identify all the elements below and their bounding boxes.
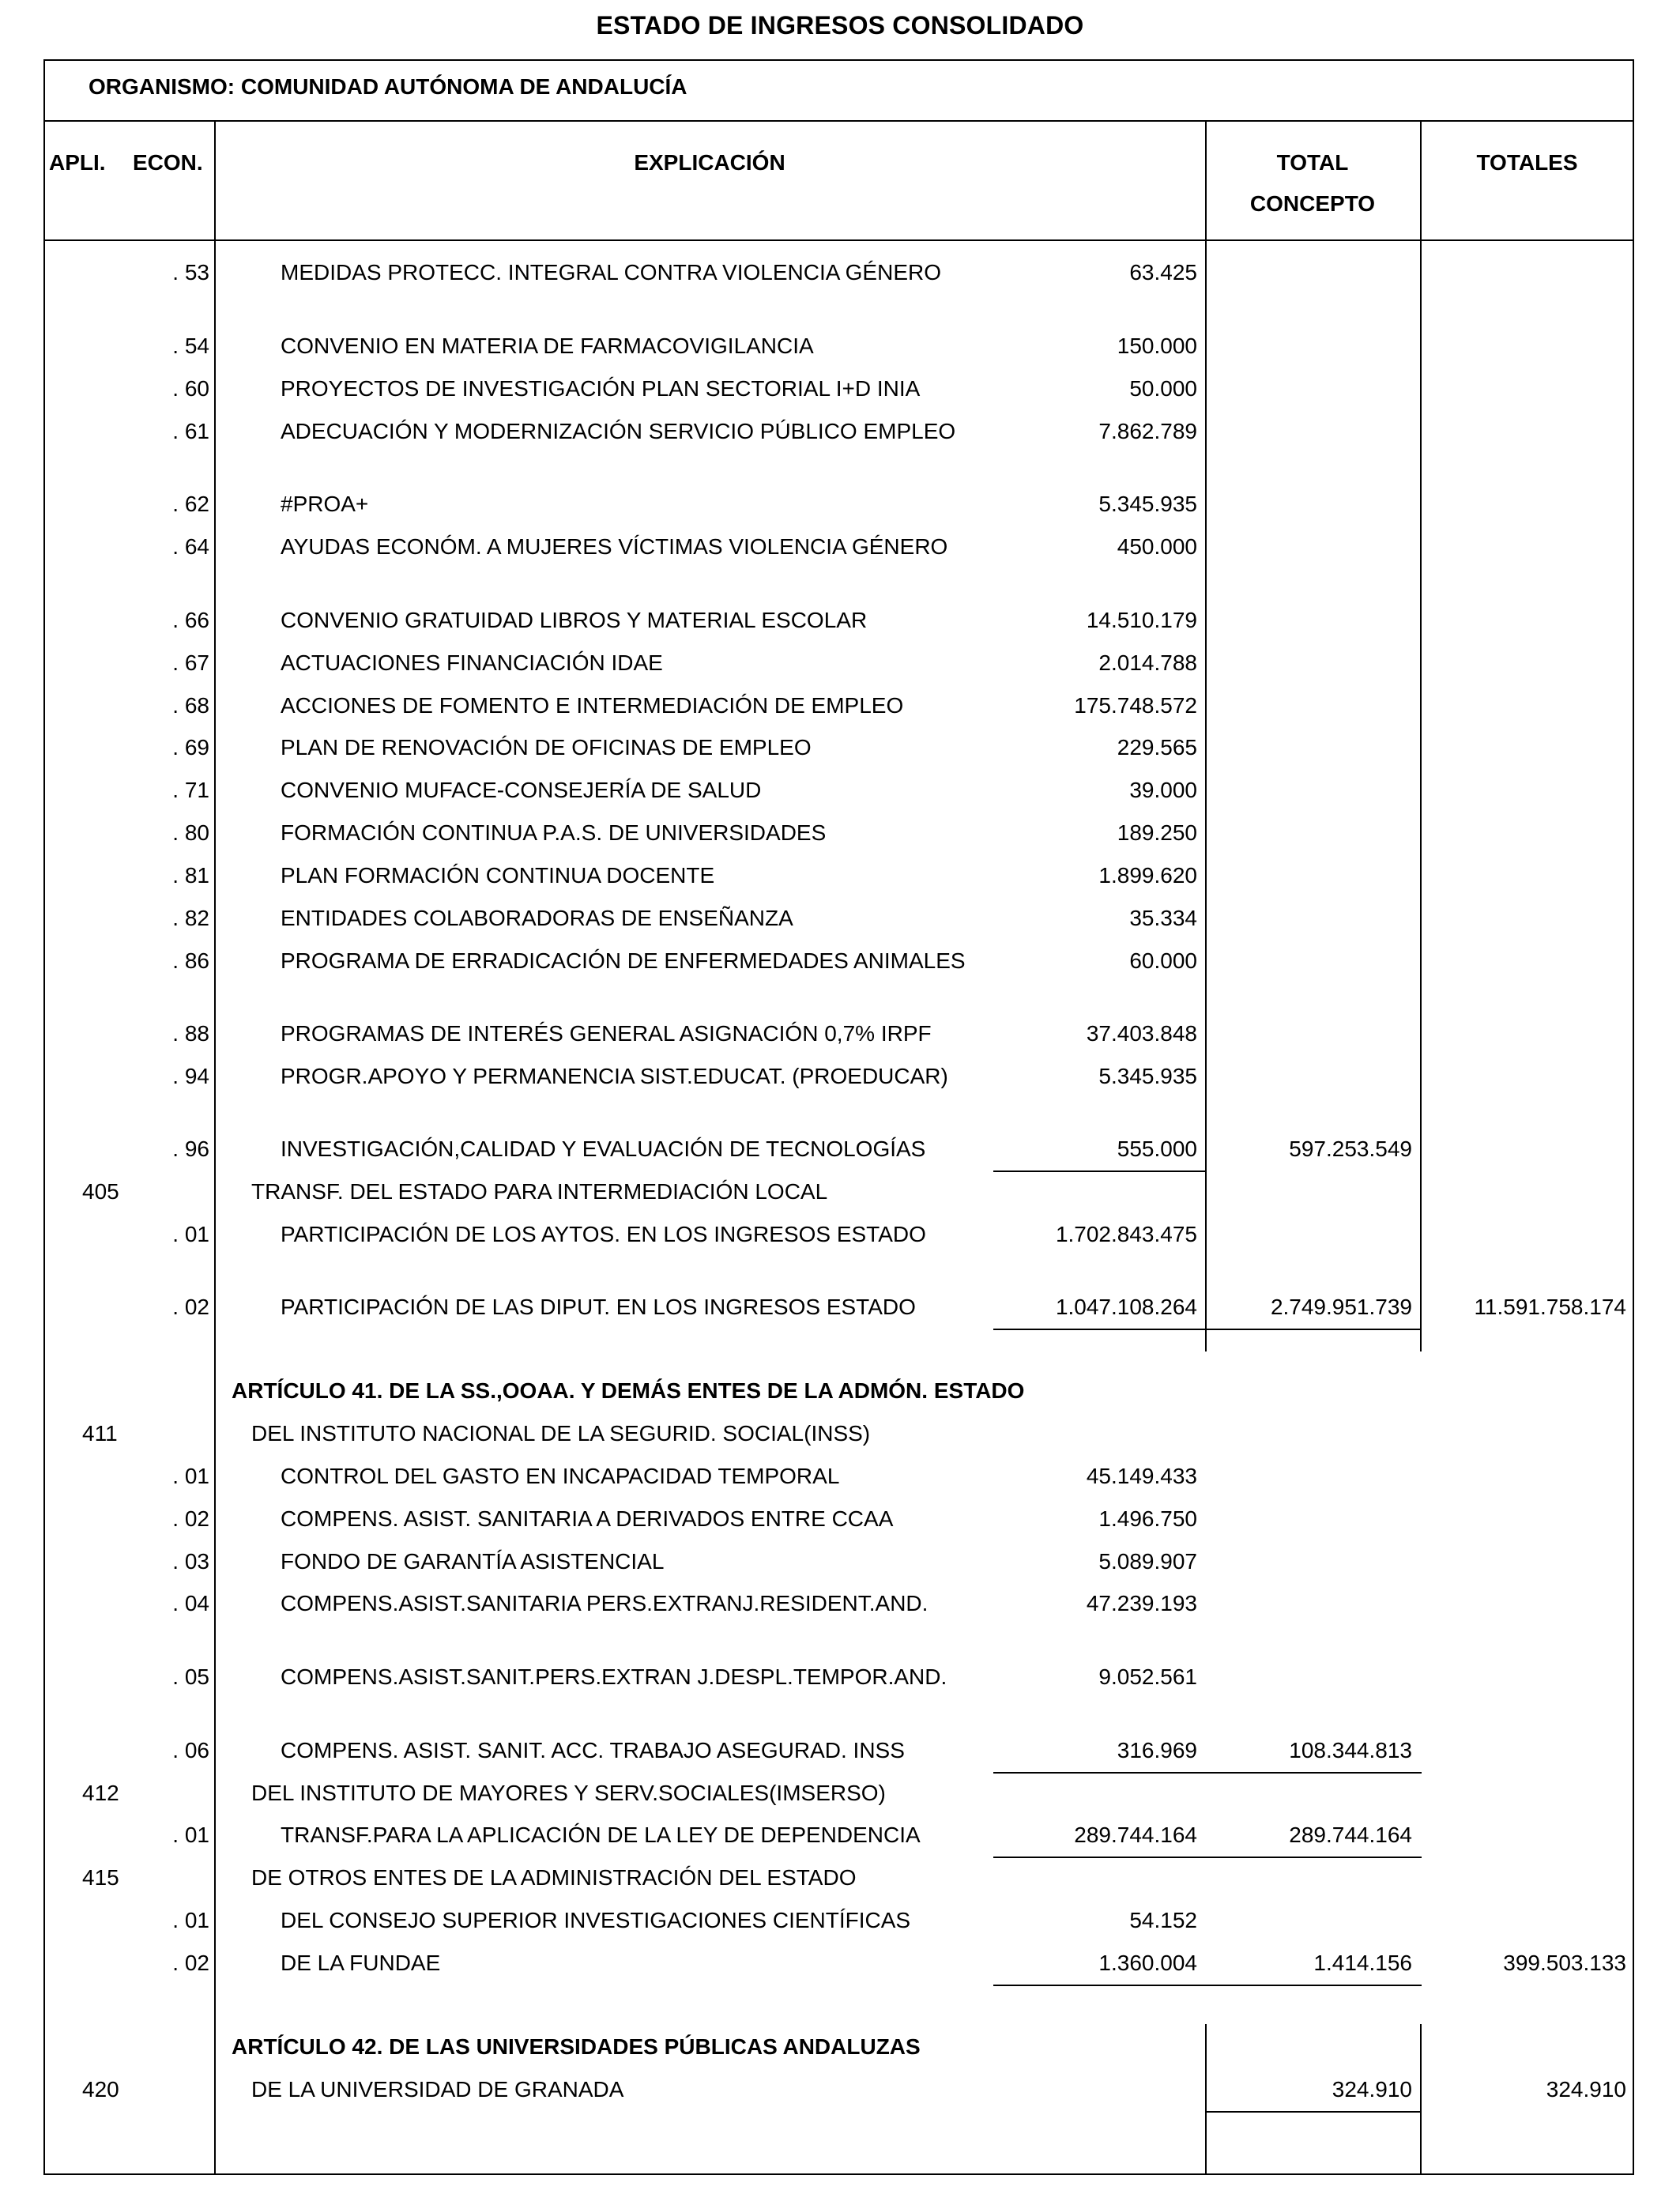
row-amount: 289.744.164	[1074, 1823, 1197, 1847]
row-description: ADECUACIÓN Y MODERNIZACIÓN SERVICIO PÚBLICO EMPLEO	[281, 419, 956, 443]
econ-code: . 81	[172, 863, 209, 888]
total-concepto-value: 2.749.951.739	[1270, 1295, 1412, 1319]
row-amount: 54.152	[1129, 1908, 1197, 1932]
row-description: ACTUACIONES FINANCIACIÓN IDAE	[281, 650, 663, 675]
row-amount: 45.149.433	[1086, 1464, 1197, 1488]
econ-code: . 53	[172, 260, 209, 285]
row-amount: 39.000	[1129, 778, 1197, 802]
row-amount: 1.360.004	[1098, 1951, 1197, 1975]
row-description: CONVENIO GRATUIDAD LIBROS Y MATERIAL ESCOLAR	[281, 608, 868, 632]
subtotal-rule	[993, 1171, 1205, 1172]
econ-code: . 68	[172, 693, 209, 718]
econ-code: . 62	[172, 492, 209, 516]
concepto-total-rule	[1205, 1985, 1422, 1986]
row-description: PARTICIPACIÓN DE LOS AYTOS. EN LOS INGRESOS ESTADO	[281, 1222, 926, 1246]
row-amount: 229.565	[1117, 735, 1197, 760]
header-bottom-rule	[43, 239, 1634, 241]
totales-value: 324.910	[1546, 2077, 1626, 2102]
article-heading: ARTÍCULO 42. DE LAS UNIVERSIDADES PÚBLICAS ANDALUZAS	[232, 2034, 921, 2059]
concepto-total-rule	[1205, 1329, 1422, 1330]
row-amount: 5.345.935	[1098, 1064, 1197, 1088]
col-sep-concepto-top	[1420, 120, 1422, 1351]
econ-code: . 01	[172, 1908, 209, 1932]
row-description: TRANSF.PARA LA APLICACIÓN DE LA LEY DE DEPENDENCIA	[281, 1823, 921, 1847]
row-amount: 14.510.179	[1086, 608, 1197, 632]
row-description: PARTICIPACIÓN DE LAS DIPUT. EN LOS INGRESOS ESTADO	[281, 1295, 916, 1319]
econ-code: . 94	[172, 1064, 209, 1088]
row-amount: 316.969	[1117, 1738, 1197, 1762]
row-amount: 1.496.750	[1098, 1506, 1197, 1531]
row-amount: 1.047.108.264	[1055, 1295, 1197, 1319]
row-description: PROGRAMA DE ERRADICACIÓN DE ENFERMEDADES ANIMALES	[281, 948, 966, 973]
econ-code: . 03	[172, 1549, 209, 1574]
organismo-label: ORGANISMO: COMUNIDAD AUTÓNOMA DE ANDALUCÍA	[89, 74, 687, 99]
row-amount: 60.000	[1129, 948, 1197, 973]
econ-code: . 04	[172, 1591, 209, 1615]
total-concepto-value: 597.253.549	[1289, 1137, 1412, 1161]
row-description: PLAN DE RENOVACIÓN DE OFICINAS DE EMPLEO	[281, 735, 812, 760]
apli-code: 412	[82, 1781, 119, 1805]
econ-code: . 82	[172, 906, 209, 930]
econ-code: . 06	[172, 1738, 209, 1762]
row-description: CONVENIO EN MATERIA DE FARMACOVIGILANCIA	[281, 334, 814, 358]
col-sep-econ	[214, 120, 216, 2175]
apli-code: 415	[82, 1865, 119, 1890]
row-amount: 35.334	[1129, 906, 1197, 930]
row-description: AYUDAS ECONÓM. A MUJERES VÍCTIMAS VIOLENCIA GÉNERO	[281, 534, 948, 559]
row-amount: 1.702.843.475	[1055, 1222, 1197, 1246]
row-description: COMPENS.ASIST.SANITARIA PERS.EXTRANJ.RESIDENT.AND.	[281, 1591, 929, 1615]
row-amount: 2.014.788	[1098, 650, 1197, 675]
row-description: DEL INSTITUTO NACIONAL DE LA SEGURID. SOCIAL(INSS)	[251, 1421, 871, 1446]
row-description: DE LA FUNDAE	[281, 1951, 441, 1975]
econ-code: . 54	[172, 334, 209, 358]
row-description: COMPENS. ASIST. SANITARIA A DERIVADOS ENTRE CCAA	[281, 1506, 894, 1531]
row-description: PROYECTOS DE INVESTIGACIÓN PLAN SECTORIAL I+D INIA	[281, 376, 921, 401]
col-sep-expl-body-bottom	[1205, 2024, 1207, 2175]
row-amount: 150.000	[1117, 334, 1197, 358]
row-description: CONTROL DEL GASTO EN INCAPACIDAD TEMPORAL	[281, 1464, 840, 1488]
row-description: TRANSF. DEL ESTADO PARA INTERMEDIACIÓN LOCAL	[251, 1179, 828, 1204]
econ-code: . 64	[172, 534, 209, 559]
header-total: TOTAL	[1276, 150, 1349, 175]
apli-code: 411	[82, 1421, 118, 1446]
total-concepto-value: 324.910	[1332, 2077, 1412, 2102]
apli-code: 420	[82, 2077, 119, 2102]
row-description: DE OTROS ENTES DE LA ADMINISTRACIÓN DEL ESTADO	[251, 1865, 857, 1890]
header-top-rule	[43, 120, 1634, 122]
row-description: PLAN FORMACIÓN CONTINUA DOCENTE	[281, 863, 715, 888]
econ-code: . 01	[172, 1823, 209, 1847]
row-description: ENTIDADES COLABORADORAS DE ENSEÑANZA	[281, 906, 793, 930]
row-description: COMPENS.ASIST.SANIT.PERS.EXTRAN J.DESPL.TEMPOR.AND.	[281, 1664, 947, 1689]
subtotal-rule	[993, 1772, 1205, 1774]
row-description: MEDIDAS PROTECC. INTEGRAL CONTRA VIOLENCIA GÉNERO	[281, 260, 941, 285]
econ-code: . 02	[172, 1506, 209, 1531]
row-description: PROGR.APOYO Y PERMANENCIA SIST.EDUCAT. (PROEDUCAR)	[281, 1064, 948, 1088]
econ-code: . 88	[172, 1021, 209, 1046]
total-concepto-value: 108.344.813	[1289, 1738, 1412, 1762]
econ-code: . 80	[172, 820, 209, 845]
econ-code: . 86	[172, 948, 209, 973]
article-heading: ARTÍCULO 41. DE LA SS.,OOAA. Y DEMÁS ENTES DE LA ADMÓN. ESTADO	[232, 1378, 1025, 1403]
row-amount: 1.899.620	[1098, 863, 1197, 888]
row-description: DEL CONSEJO SUPERIOR INVESTIGACIONES CIENTÍFICAS	[281, 1908, 911, 1932]
header-explicacion: EXPLICACIÓN	[634, 150, 785, 175]
econ-code: . 02	[172, 1951, 209, 1975]
row-amount: 37.403.848	[1086, 1021, 1197, 1046]
econ-code: . 01	[172, 1464, 209, 1488]
row-amount: 47.239.193	[1086, 1591, 1197, 1615]
concepto-total-rule	[1205, 1772, 1422, 1774]
row-description: PROGRAMAS DE INTERÉS GENERAL ASIGNACIÓN 0,7% IRPF	[281, 1021, 932, 1046]
econ-code: . 96	[172, 1137, 209, 1161]
row-description: COMPENS. ASIST. SANIT. ACC. TRABAJO ASEGURAD. INSS	[281, 1738, 905, 1762]
col-sep-expl-body-top	[1205, 239, 1207, 1351]
econ-code: . 67	[172, 650, 209, 675]
col-sep-expl-header	[1205, 120, 1207, 239]
row-amount: 450.000	[1117, 534, 1197, 559]
header-concepto: CONCEPTO	[1249, 191, 1376, 216]
row-description: DEL INSTITUTO DE MAYORES Y SERV.SOCIALES(IMSERSO)	[251, 1781, 886, 1805]
row-amount: 5.345.935	[1098, 492, 1197, 516]
row-amount: 50.000	[1129, 376, 1197, 401]
concepto-total-rule	[1205, 1857, 1422, 1858]
row-amount: 189.250	[1117, 820, 1197, 845]
econ-code: . 01	[172, 1222, 209, 1246]
econ-code: . 02	[172, 1295, 209, 1319]
total-concepto-value: 1.414.156	[1313, 1951, 1412, 1975]
subtotal-rule	[993, 1857, 1205, 1858]
row-amount: 555.000	[1117, 1137, 1197, 1161]
econ-code: . 71	[172, 778, 209, 802]
row-amount: 175.748.572	[1074, 693, 1197, 718]
row-description: ACCIONES DE FOMENTO E INTERMEDIACIÓN DE EMPLEO	[281, 693, 904, 718]
totales-value: 11.591.758.174	[1474, 1295, 1626, 1319]
row-description: CONVENIO MUFACE-CONSEJERÍA DE SALUD	[281, 778, 762, 802]
col-sep-concepto-bottom	[1420, 2024, 1422, 2175]
econ-code: . 61	[172, 419, 209, 443]
econ-code: . 66	[172, 608, 209, 632]
header-totales: TOTALES	[1476, 150, 1578, 175]
apli-code: 405	[82, 1179, 119, 1204]
total-concepto-value: 289.744.164	[1289, 1823, 1412, 1847]
row-amount: 63.425	[1129, 260, 1197, 285]
header-econ: ECON.	[133, 150, 203, 175]
row-amount: 7.862.789	[1098, 419, 1197, 443]
row-description: DE LA UNIVERSIDAD DE GRANADA	[251, 2077, 624, 2102]
row-amount: 9.052.561	[1098, 1664, 1197, 1689]
concepto-total-rule	[1205, 2111, 1422, 2113]
header-apli: APLI.	[49, 150, 106, 175]
row-description: #PROA+	[281, 492, 369, 516]
econ-code: . 05	[172, 1664, 209, 1689]
row-description: FORMACIÓN CONTINUA P.A.S. DE UNIVERSIDADES	[281, 820, 827, 845]
totales-value: 399.503.133	[1503, 1951, 1626, 1975]
row-amount: 5.089.907	[1098, 1549, 1197, 1574]
subtotal-rule	[993, 1985, 1205, 1986]
row-description: INVESTIGACIÓN,CALIDAD Y EVALUACIÓN DE TECNOLOGÍAS	[281, 1137, 926, 1161]
page-title: ESTADO DE INGRESOS CONSOLIDADO	[596, 11, 1084, 40]
subtotal-rule	[993, 1329, 1205, 1330]
econ-code: . 69	[172, 735, 209, 760]
econ-code: . 60	[172, 376, 209, 401]
row-description: FONDO DE GARANTÍA ASISTENCIAL	[281, 1549, 665, 1574]
